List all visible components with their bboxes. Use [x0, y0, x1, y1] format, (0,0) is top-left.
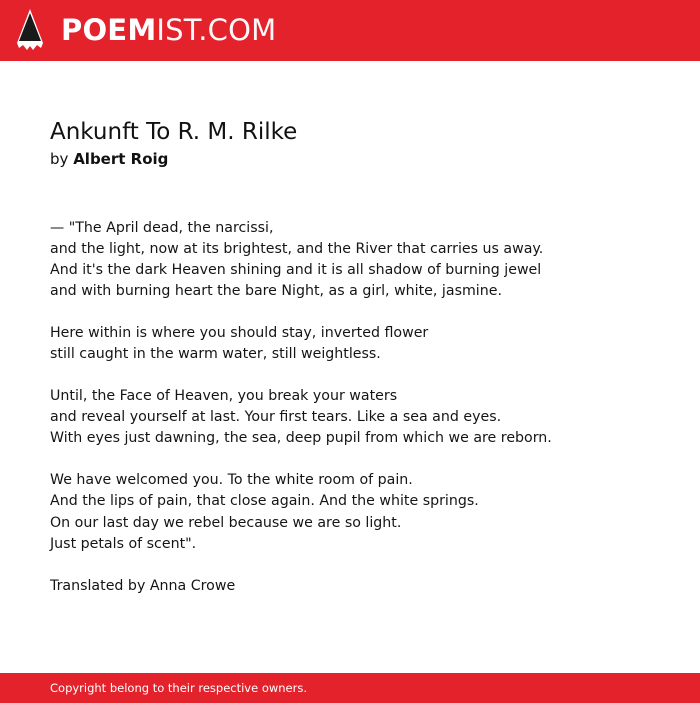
logo-light-text: IST.COM	[156, 13, 277, 47]
poem-line: and reveal yourself at last. Your first tears. Like a sea and eyes.	[50, 409, 502, 426]
poem-line: And the lips of pain, that close again. And the white springs.	[50, 493, 479, 510]
poem-line: And it's the dark Heaven shining and it is all shadow of burning jewel	[50, 262, 542, 279]
poem-line: Just petals of scent".	[50, 535, 197, 552]
poem-stanza	[50, 218, 670, 302]
logo-bold-text: POEM	[61, 13, 157, 47]
poem-stanza	[50, 323, 670, 365]
poem-line: With eyes just dawning, the sea, deep pupil from which we are reborn.	[50, 430, 552, 447]
poem-stanza	[50, 470, 670, 554]
poem-line: and with burning heart the bare Night, as a girl, white, jasmine.	[50, 283, 502, 300]
site-footer	[0, 673, 700, 703]
poem-byline	[50, 148, 168, 170]
poem-line: and the light, now at its brightest, and the River that carries us away.	[50, 241, 544, 258]
by-label: by	[50, 150, 69, 168]
copyright-text: Copyright belong to their respective owners.	[50, 681, 308, 695]
site-logo[interactable]	[61, 12, 276, 48]
poem-line: On our last day we rebel because we are so light.	[50, 514, 402, 531]
poem-author: Albert Roig	[73, 150, 169, 168]
translator-note: Translated by Anna Crowe	[50, 577, 236, 594]
poem-body	[50, 218, 670, 597]
poem-line: We have welcomed you. To the white room of pain.	[50, 472, 413, 489]
poem-line: Until, the Face of Heaven, you break your waters	[50, 388, 398, 405]
poem-stanza	[50, 386, 670, 449]
poem-title: Ankunft To R. M. Rilke	[50, 119, 298, 145]
poem-line: — "The April dead, the narcissi,	[50, 220, 274, 236]
poem-line: still caught in the warm water, still weightless.	[50, 346, 381, 363]
poem-line: Here within is where you should stay, inverted flower	[50, 325, 429, 342]
site-header	[0, 0, 700, 61]
pencil-tip-icon[interactable]	[17, 9, 43, 51]
